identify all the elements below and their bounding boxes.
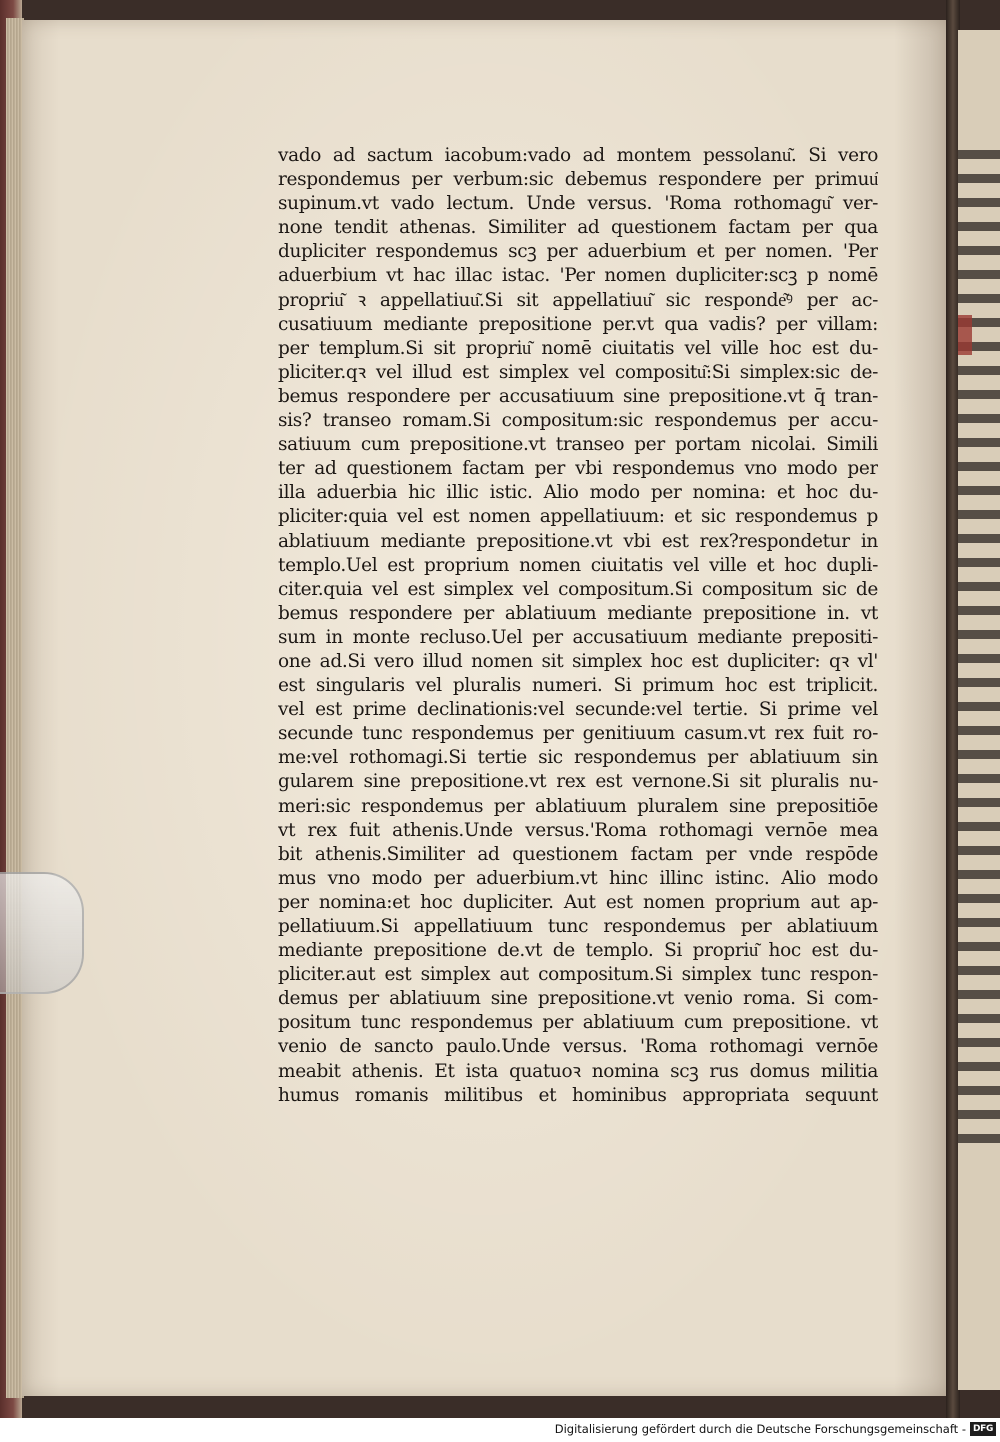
text-line: demus per ablatiuum sine prepositione.vt venio roma. Si com- bbox=[278, 988, 878, 1010]
text-line: positum tunc respondemus per ablatiuum cum prepositione. vt bbox=[278, 1012, 878, 1034]
text-line: pliciter.qꝛ vel illud est simplex vel compositu͂:Si simplex:sic de- bbox=[278, 361, 878, 383]
dfg-logo: DFG bbox=[970, 1422, 996, 1436]
facing-page-text-lines bbox=[958, 150, 1000, 1150]
text-line: aduerbium vt hac illac istac. 'Per nomen dupliciter:scꝫ p nomē bbox=[278, 265, 878, 287]
text-line: humus romanis militibus et hominibus appropriata sequunt bbox=[278, 1084, 878, 1106]
text-line: venio de sancto paulo.Unde versus. 'Roma rothomagi vernōe bbox=[278, 1036, 878, 1058]
text-line: bemus respondere per accusatiuum sine prepositione.vt q̄ tran- bbox=[278, 385, 878, 407]
text-line: pellatiuum.Si appellatiuum tunc respondemus per ablatiuum bbox=[278, 916, 878, 937]
text-line: vel est prime declinationis:vel secunde:vel tertie. Si prime vel bbox=[278, 699, 878, 721]
text-line: per templum.Si sit propriu͂ nomē ciuitatis vel ville hoc est du- bbox=[278, 337, 878, 359]
text-line: vado ad sactum iacobum:vado ad montem pessolanu͂. Si vero bbox=[278, 145, 878, 166]
text-line: per nomina:et hoc dupliciter. Aut est nomen proprium aut ap- bbox=[278, 891, 878, 913]
text-line: me:vel rothomagi.Si tertie sic respondemus per ablatiuum sin bbox=[278, 747, 878, 769]
text-line: satiuum cum prepositione.vt transeo per portam nicolai. Simili bbox=[278, 434, 878, 456]
text-line: meabit athenis. Et ista quatuoꝛ nomina scꝫ rus domus militia bbox=[278, 1060, 878, 1082]
text-line: secunde tunc respondemus per genitiuum casum.vt rex fuit ro- bbox=[278, 723, 878, 745]
text-line: cusatiuum mediante prepositione per.vt qua vadis? per villam: bbox=[278, 313, 878, 335]
text-line: meri:sic respondemus per ablatiuum pluralem sine prepositiōe bbox=[278, 795, 878, 817]
text-line: pliciter.aut est simplex aut compositum.Si simplex tunc respon- bbox=[278, 964, 878, 986]
facing-page-fragment bbox=[958, 30, 1000, 1390]
text-line: templo.Uel est proprium nomen ciuitatis vel ville et hoc dupli- bbox=[278, 554, 878, 576]
page-clamp bbox=[0, 872, 84, 994]
digitization-footer bbox=[0, 1418, 1000, 1442]
text-line: dupliciter respondemus scꝫ per aduerbium et per nomen. 'Per bbox=[278, 241, 878, 263]
text-line: citer.quia vel est simplex vel compositum.Si compositum sic de bbox=[278, 578, 878, 600]
text-line: illa aduerbia hic illic istic. Alio modo per nomina: et hoc du- bbox=[278, 482, 878, 504]
text-line: mus vno modo per aduerbium.vt hinc illinc istinc. Alio modo bbox=[278, 867, 878, 889]
text-line: sum in monte recluso.Uel per accusatiuum mediante prepositi- bbox=[278, 626, 878, 648]
text-line: ablatiuum mediante prepositione.vt vbi est rex?respondetur in bbox=[278, 530, 878, 552]
printed-text-block bbox=[278, 144, 878, 1108]
text-line: pliciter:quia vel est nomen appellatiuum: et sic respondemus p bbox=[278, 506, 878, 528]
text-line: propriu͂ ꝛ appellatiuu͂.Si sit appellatiuu͂ sic responde͂ꝰ per ac- bbox=[278, 289, 878, 311]
text-line: gularem sine prepositione.vt rex est vernone.Si sit pluralis nu- bbox=[278, 771, 878, 793]
text-line: vt rex fuit athenis.Unde versus.'Roma rothomagi vernōe mea bbox=[278, 819, 878, 841]
text-line: bemus respondere per ablatiuum mediante prepositione in. vt bbox=[278, 602, 878, 624]
text-line: sis? transeo romam.Si compositum:sic respondemus per accu- bbox=[278, 410, 878, 432]
facing-page-rubric bbox=[958, 315, 972, 355]
text-line: mediante prepositione de.vt de templo. Si propriu͂ hoc est du- bbox=[278, 940, 878, 962]
text-line: respondemus per verbum:sic debemus respondere per primuu͂ bbox=[278, 169, 878, 191]
text-line: none tendit athenas. Similiter ad questionem factam per qua bbox=[278, 217, 878, 239]
text-line: est singularis vel pluralis numeri. Si primum hoc est triplicit. bbox=[278, 675, 878, 697]
text-line: bit athenis.Similiter ad questionem factam per vnde respōde bbox=[278, 843, 878, 865]
text-line: supinum.vt vado lectum. Unde versus. 'Roma rothomagu͂ ver- bbox=[278, 193, 878, 215]
text-line: one ad.Si vero illud nomen sit simplex hoc est dupliciter: qꝛ vl' bbox=[278, 650, 878, 672]
text-line: ter ad questionem factam per vbi respondemus vno modo per bbox=[278, 458, 878, 480]
dfg-credit-text: Digitalisierung gefördert durch die Deutsche Forschungsgemeinschaft - bbox=[554, 1422, 966, 1436]
